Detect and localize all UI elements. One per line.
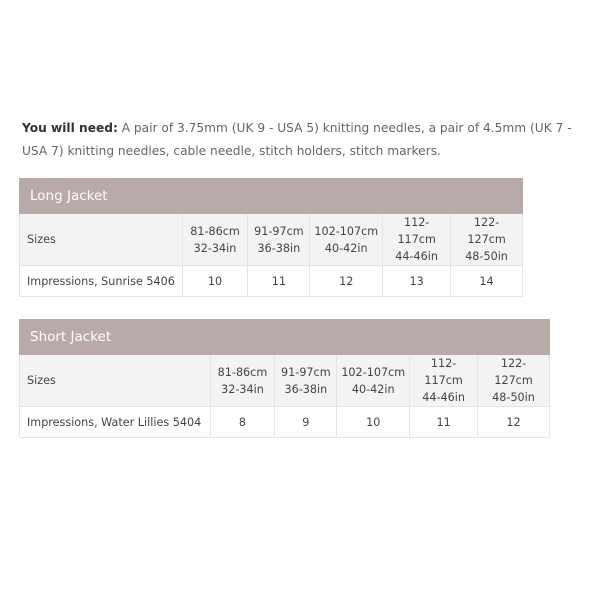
- sizes-label: Sizes: [20, 355, 211, 407]
- size-in: 36-38in: [257, 241, 301, 255]
- size-in: 40-42in: [351, 382, 395, 396]
- size-cm: 112-117cm: [397, 216, 436, 246]
- size-cell: [451, 214, 523, 266]
- size-cm: 91-97cm: [254, 224, 304, 238]
- long-jacket-table: [19, 178, 523, 297]
- materials-lead: You will need:: [22, 121, 118, 135]
- sizes-label: Sizes: [20, 214, 183, 266]
- quantity-cell: 10: [182, 266, 248, 297]
- size-cell: [248, 214, 310, 266]
- yarn-row: [20, 407, 550, 438]
- size-in: 32-34in: [193, 241, 237, 255]
- quantity-cell: 12: [310, 266, 383, 297]
- size-cell: [410, 355, 478, 407]
- quantity-cell: 11: [248, 266, 310, 297]
- materials-text: A pair of 3.75mm (UK 9 - USA 5) knitting needles, a pair of 4.5mm (UK 7 - USA 7) knitting needles, cable needle, stitch holders, stitch markers.: [22, 121, 572, 158]
- size-cm: 91-97cm: [281, 365, 331, 379]
- table-title-row: [20, 179, 523, 214]
- size-cm: 102-107cm: [314, 224, 379, 238]
- size-in: 48-50in: [465, 250, 508, 263]
- size-cell: [337, 355, 410, 407]
- size-cell: [383, 214, 451, 266]
- size-cm: 112-117cm: [424, 357, 463, 387]
- size-cell: [310, 214, 383, 266]
- size-cell: [182, 214, 248, 266]
- short-jacket-table: [19, 319, 550, 438]
- size-cell: [210, 355, 275, 407]
- quantity-cell: 14: [451, 266, 523, 297]
- size-in: 40-42in: [324, 241, 368, 255]
- quantity-cell: 10: [337, 407, 410, 438]
- quantity-cell: 11: [410, 407, 478, 438]
- size-cm: 81-86cm: [190, 224, 240, 238]
- size-in: 44-46in: [422, 391, 465, 404]
- size-cell: [478, 355, 550, 407]
- size-cm: 122-127cm: [467, 216, 506, 246]
- quantity-cell: 9: [275, 407, 337, 438]
- size-in: 48-50in: [492, 391, 535, 404]
- quantity-cell: 13: [383, 266, 451, 297]
- yarn-label: Impressions, Sunrise 5406: [20, 266, 183, 297]
- size-in: 44-46in: [395, 250, 438, 263]
- size-in: 36-38in: [284, 382, 328, 396]
- yarn-row: [20, 266, 523, 297]
- size-in: 32-34in: [221, 382, 264, 396]
- size-cm: 102-107cm: [341, 365, 406, 379]
- quantity-cell: 12: [478, 407, 550, 438]
- quantity-cell: 8: [210, 407, 275, 438]
- size-cm: 81-86cm: [217, 365, 268, 379]
- table-title-row: [20, 320, 550, 355]
- yarn-label: Impressions, Water Lillies 5404: [20, 407, 211, 438]
- materials-paragraph: [22, 117, 592, 163]
- table-title: Short Jacket: [20, 320, 550, 355]
- size-cm: 122-127cm: [494, 357, 533, 387]
- size-cell: [275, 355, 337, 407]
- sizes-row: [20, 355, 550, 407]
- table-title: Long Jacket: [20, 179, 523, 214]
- sizes-row: [20, 214, 523, 266]
